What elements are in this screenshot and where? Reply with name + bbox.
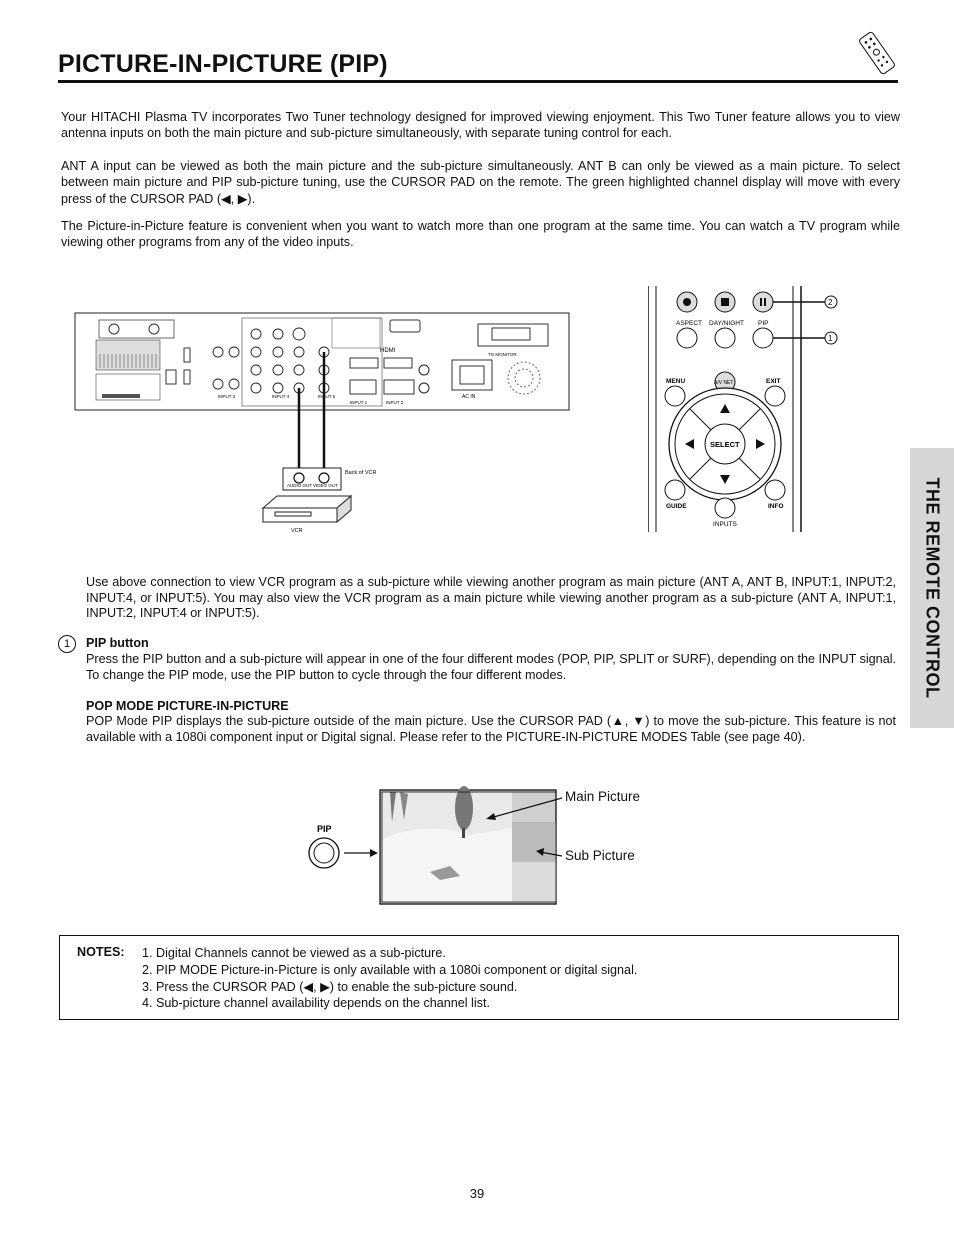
callout-2: 2 xyxy=(828,298,833,307)
connection-paragraph: Use above connection to view VCR program as a sub-picture while viewing another program as main picture (ANT A, ANT B, INPUT:1, INPUT:2, INPUT:4, or INPUT:5). You may also view the VCR program as a main picture while viewing another program as a sub-picture (ANT A, INPUT:1, INPUT:2, INPUT:4 or INPUT:5). xyxy=(86,575,896,620)
select-label: SELECT xyxy=(710,440,740,449)
menu-label: MENU xyxy=(666,378,686,385)
notes-label: NOTES: xyxy=(77,945,125,959)
notes-list xyxy=(142,945,637,1012)
callout-1: 1 xyxy=(828,334,833,343)
pip-button-heading: PIP button xyxy=(86,636,149,650)
sub-picture-label: Sub Picture xyxy=(565,848,635,863)
exit-label: EXIT xyxy=(766,378,781,385)
info-label: INFO xyxy=(768,503,784,510)
input4-label: INPUT 4 xyxy=(272,394,290,399)
input1-label: INPUT 1 xyxy=(350,400,368,405)
av-net-label: A/V NET xyxy=(714,380,734,386)
remote-icon xyxy=(855,28,899,78)
side-tab xyxy=(910,448,954,728)
guide-label: GUIDE xyxy=(666,503,687,510)
intro-paragraph-3: The Picture-in-Picture feature is convenient when you want to watch more than one program at the same time. You can watch a TV program while viewing other programs from any of the video inputs. xyxy=(61,219,900,250)
back-of-vcr-label: Back of VCR xyxy=(345,470,377,476)
intro-paragraph-1: Your HITACHI Plasma TV incorporates Two Tuner technology designed for improved viewing enjoyment. This Two Tuner feature allows you to view antenna inputs on both the main picture and sub-picture simultaneously, with separate tuning control for each. xyxy=(61,110,900,141)
pip-section-number: 1 xyxy=(58,635,76,653)
hdmi-label: HDMI xyxy=(380,348,396,354)
note-item: 1. Digital Channels cannot be viewed as a sub-picture. xyxy=(142,946,446,960)
notes-box xyxy=(59,935,899,1020)
page-title: PICTURE-IN-PICTURE (PIP) xyxy=(58,50,388,78)
input3-label: INPUT 3 xyxy=(218,394,236,399)
main-picture-label: Main Picture xyxy=(565,789,641,804)
note-item: 3. Press the CURSOR PAD (◀, ▶) to enable the sub-picture sound. xyxy=(142,979,518,994)
page-number: 39 xyxy=(469,1186,485,1201)
pop-mode-text: POP Mode PIP displays the sub-picture outside of the main picture. Use the CURSOR PAD (▲, ▼) to move the sub-picture. This feature is not available with a 1080i component input or Digital signal. Please refer to the PICTURE-IN-PICTURE MODES Table (see page 40). xyxy=(86,714,896,744)
day-night-label: DAY/NIGHT xyxy=(709,320,744,327)
intro-paragraph-2: ANT A input can be viewed as both the main picture and the sub-picture simultaneously. ANT B can only be viewed as a main picture. To select between main picture and PIP sub-picture tuning, use the CURSOR PAD on the remote. The green highlighted channel display will move with every press of the CURSOR PAD (◀, ▶). xyxy=(61,159,900,206)
ac-in-label: AC IN xyxy=(462,394,476,400)
monitor-label: TO MONITOR xyxy=(488,352,517,357)
title-rule xyxy=(58,80,898,83)
note-item: 4. Sub-picture channel availability depends on the channel list. xyxy=(142,996,490,1011)
video-out-label: VIDEO OUT xyxy=(313,483,338,488)
inputs-label: INPUTS xyxy=(713,521,737,528)
remote-closeup xyxy=(648,286,848,532)
pip-label: PIP xyxy=(758,320,769,327)
note-item: 2. PIP MODE Picture-in-Picture is only available with a 1080i component or digital signal. xyxy=(142,962,638,977)
tv-rear-panel xyxy=(74,312,570,412)
input5-label: INPUT 5 xyxy=(318,394,336,399)
aspect-label: ASPECT xyxy=(676,320,703,327)
pip-button-figure-label: PIP xyxy=(317,824,332,834)
pip-button-text: Press the PIP button and a sub-picture will appear in one of the four different modes (POP, PIP, SPLIT or SURF), depending on the INPUT signal. To change the PIP mode, use the PIP button to cycle through the four different modes. xyxy=(86,652,896,682)
vcr-label: VCR xyxy=(291,528,303,534)
pop-mode-heading: POP MODE PICTURE-IN-PICTURE xyxy=(86,699,289,713)
audio-out-label: AUDIO OUT xyxy=(287,483,313,488)
side-tab-label: THE REMOTE CONTROL xyxy=(922,477,943,699)
vcr-diagram xyxy=(255,412,385,537)
input2-label: INPUT 2 xyxy=(386,400,404,405)
